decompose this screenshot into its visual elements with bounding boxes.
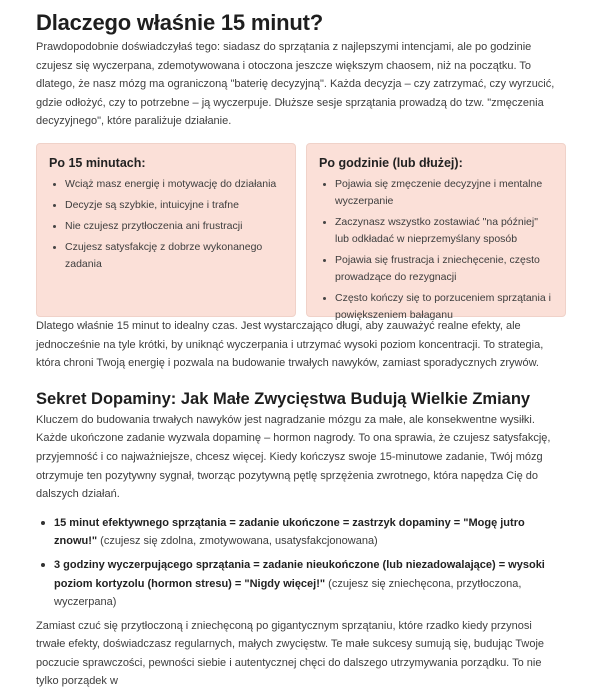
closing-paragraph: Zamiast czuć się przytłoczoną i zniechęconą po gigantycznym sprzątaniu, które rzadko kiedy przynosi trwałe efekty, doświadczasz regularnych, małych zwycięstw. Te małe sukcesy sumują się, budując Twoje poczucie sprawczości, pewności siebie i autentycznej chęci do dalszego utrzymywania porządku. To nie tylko porządek w xyxy=(36,619,545,688)
box-heading: Po godzinie (lub dłużej): xyxy=(319,155,463,170)
bullet-note: (czujesz się zdolna, zmotywowana, usatysfakcjonowana) xyxy=(97,535,378,548)
after-hour-box xyxy=(306,143,566,321)
comparison-boxes xyxy=(36,143,564,321)
list-item: Czujesz satysfakcję z dobrze wykonanego zadania xyxy=(65,239,283,273)
box-list xyxy=(49,176,283,273)
list-item: Zaczynasz wszystko zostawiać "na później" lub odkładać w nieprzemyślany sposób xyxy=(335,214,553,248)
summary-paragraph: Dlatego właśnie 15 minut to idealny czas. Jest wystarczająco długi, aby zauważyć realne efekty, ale jednocześnie na tyle krótki, by uniknąć wyczerpania i utrzymać wysoki poziom koncentracji. To strategia, która chroni Twoją energię i pozwala na budowanie trwałych nawyków, zamiast sporadycznych zrywów. xyxy=(36,319,544,370)
comparison-bullets xyxy=(36,514,564,612)
bullet-note: (czujesz się zniechęcona, przytłoczona, wyczerpana) xyxy=(54,577,522,609)
list-item: Pojawia się zmęczenie decyzyjne i mentalne wyczerpanie xyxy=(335,176,553,210)
list-item: Często kończy się to porzuceniem sprzątania i powiększeniem bałaganu xyxy=(335,290,553,324)
bullet-item xyxy=(54,514,564,551)
box-heading: Po 15 minutach: xyxy=(49,155,146,170)
bullet-item xyxy=(54,556,564,612)
list-item: Decyzje są szybkie, intuicyjne i trafne xyxy=(65,197,283,214)
list-item: Pojawia się frustracja i zniechęcenie, często prowadzące do rezygnacji xyxy=(335,252,553,286)
list-item: Wciąż masz energię i motywację do działania xyxy=(65,176,283,193)
after-15-minutes-box xyxy=(36,143,296,317)
list-item: Nie czujesz przytłoczenia ani frustracji xyxy=(65,218,283,235)
box-list xyxy=(319,176,553,324)
intro-paragraph: Prawdopodobnie doświadczyłaś tego: siadasz do sprzątania z najlepszymi intencjami, ale po godzinie czujesz się wyczerpana, zdemotywowana i otoczona jeszcze większym chaosem, niż na początku. To dlatego, że nasz mózg ma ograniczoną "baterię decyzyjną". Każda decyzja – czy zatrzymać, czy wyrzucić, gdzie odłożyć, czy to potrzebne – ją wyczerpuje. Dłuższe sesje sprzątania prowadzą do tzw. "zmęczenia decyzyjnego", które paraliżuje działanie. xyxy=(36,41,555,128)
bullet-bold: 3 godziny wyczerpującego sprzątania = zadanie nieukończone (lub niezadowalające) = wysoki poziom kortyzolu (hormon stresu) = "Nigdy więcej!" xyxy=(54,558,545,590)
section-heading: Sekret Dopaminy: Jak Małe Zwycięstwa Budują Wielkie Zmiany xyxy=(36,389,531,408)
dopamine-paragraph: Kluczem do budowania trwałych nawyków jest nagradzanie mózgu za małe, ale konsekwentne wysiłki. Każde ukończone zadanie wyzwala dopaminę – hormon nagrody. To ona sprawia, że czujesz satysfakcję, przyjemność i co najważniejsze, chcesz więcej. Kiedy kończysz swoje 15-minutowe zadanie, Twój mózg otrzymuje ten pozytywny sygnał, tworząc pozytywną pętlę sprzężenia zwrotnego, która napędza Cię do dalszych działań. xyxy=(36,413,551,501)
page-title: Dlaczego właśnie 15 minut? xyxy=(36,10,323,35)
bullet-bold: 15 minut efektywnego sprzątania = zadanie ukończone = zastrzyk dopaminy = "Mogę jutro znowu!" xyxy=(54,516,525,548)
